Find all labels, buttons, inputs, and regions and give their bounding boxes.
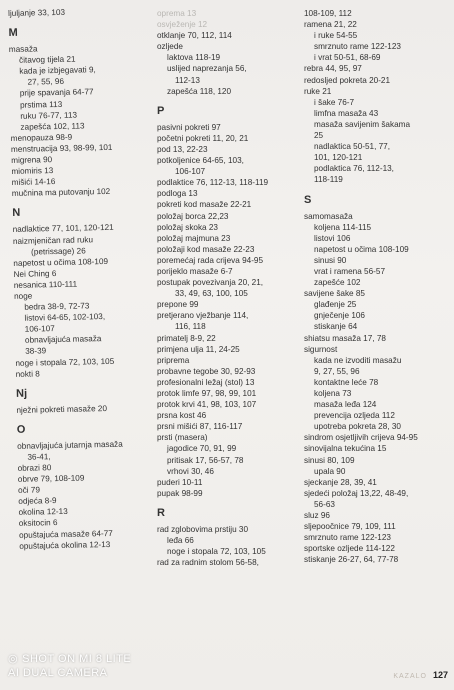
index-subentry: leđa 66 (167, 536, 194, 546)
index-subentry: zapešće 102 (314, 278, 361, 288)
index-entry: stiskanje 26-27, 64, 77-78 (304, 555, 399, 565)
index-subentry: smrznuto rame 122-123 (314, 42, 401, 52)
index-column-3 (304, 8, 449, 566)
index-entry: profesionalni ležaj (stol) 13 (157, 377, 255, 387)
index-subentry: i ruke 54-55 (314, 31, 358, 41)
index-subentry: 106-107 (175, 167, 206, 177)
index-entry: ramena 21, 22 (304, 20, 357, 30)
index-entry: primatelj 8-9, 22 (157, 333, 216, 343)
index-entry: prsti (masera) (157, 433, 208, 443)
index-entry: porijeklo masaže 6-7 (157, 266, 233, 276)
index-entry: sjedeći položaj 13,22, 48-49, (304, 488, 409, 498)
section-letter: S (304, 193, 312, 206)
index-subentry: limfna masaža 43 (314, 108, 379, 118)
watermark-line-1: SHOT ON MI 8 LITE (22, 653, 132, 665)
section-letter: R (157, 506, 165, 519)
index-entry: Nei Ching 6 (13, 268, 57, 279)
index-entry: obrve 79, 108-109 (17, 473, 85, 484)
index-subentry: zapešća 118, 120 (167, 86, 232, 96)
watermark-line-2: AI DUAL CAMERA (8, 667, 108, 679)
index-entry: pretjerano vježbanje 114, (157, 311, 249, 321)
index-subentry: obnavljajuća masaža (24, 334, 102, 346)
index-subentry: 118-119 (314, 175, 343, 185)
index-entry: smrznuto rame 122-123 (304, 533, 391, 543)
index-subentry: pritisak 17, 56-57, 78 (167, 455, 244, 465)
index-subentry: masaža savijenim šakama (314, 119, 411, 129)
section-letter: M (8, 26, 18, 40)
index-subentry: prije spavanja 64-77 (19, 87, 94, 99)
index-column-1 (8, 5, 169, 552)
index-entry: oprema 13 (157, 9, 197, 18)
index-subentry: sinusi 90 (314, 255, 347, 265)
index-entry: sinusi 80, 109 (304, 455, 355, 465)
index-subentry: i šake 76-7 (314, 97, 355, 107)
index-subentry: 116, 118 (175, 322, 206, 332)
index-entry: odjeća 8-9 (18, 496, 57, 507)
index-subentry: kada ne izvoditi masažu (314, 355, 402, 365)
index-entry: protok krvi 41, 98, 103, 107 (157, 400, 257, 410)
index-entry: masaža (8, 44, 38, 55)
index-entry: rad za radnim stolom 56-58, (157, 558, 259, 568)
index-entry: sluz 96 (304, 511, 330, 521)
index-entry: protok limfe 97, 98, 99, 101 (157, 389, 257, 398)
index-entry: priprema (157, 355, 190, 365)
index-entry: miomiris 13 (11, 166, 54, 177)
index-entry: obnavljajuća jutarnja masaža (17, 439, 123, 451)
index-subentry: upala 90 (314, 466, 346, 476)
index-entry: samomasaža (304, 211, 353, 221)
index-entry: pokreti kod masaže 22-21 (157, 200, 252, 210)
camera-watermark (8, 652, 131, 680)
index-entry: sjeckanje 28, 39, 41 (304, 477, 377, 487)
index-entry: migrena 90 (11, 155, 53, 165)
index-subentry: uslijed naprezanja 56, (167, 64, 247, 74)
index-subentry: ruku 76-77, 113 (20, 110, 78, 121)
index-entry: obrazi 80 (17, 463, 52, 473)
index-entry: sindrom osjetljivih crijeva 94-95 (304, 433, 418, 443)
index-subentry: napetost u očima 108-109 (314, 244, 409, 254)
index-entry: otklanje 70, 112, 114 (157, 31, 232, 41)
footer-label: KAZALO (393, 673, 427, 680)
index-entry: potkoljenice 64-65, 103, (157, 156, 244, 166)
index-subentry: 38-39 (25, 346, 47, 357)
index-subentry: nadlaktica 50-51, 77, (314, 142, 391, 152)
index-entry: sljepoočnice 79, 109, 111 (304, 522, 396, 532)
index-subentry: jagodice 70, 91, 99 (167, 444, 237, 454)
index-subentry: 25 (314, 131, 324, 141)
index-entry: oksitocin 6 (18, 518, 58, 529)
index-subentry: listovi 106 (314, 233, 351, 243)
index-column-2 (157, 8, 317, 568)
index-subentry: 9, 27, 55, 96 (314, 366, 360, 376)
index-entry: sportske ozljede 114-122 (304, 544, 395, 554)
index-subentry: 36-41, (27, 452, 51, 462)
index-entry: pasivni pokreti 97 (157, 122, 221, 132)
index-entry: položaj borca 22,23 (157, 211, 229, 221)
index-entry: podlaktice 76, 112-13, 118-119 (157, 178, 269, 188)
index-entry: menopauza 98-9 (10, 132, 73, 143)
index-entry: sinovijalna tekućina 15 (304, 444, 387, 454)
index-entry: naizmjeničan rad ruku (12, 234, 94, 246)
index-subentry: (petrissage) 26 (31, 246, 86, 257)
index-entry: puderi 10-11 (157, 477, 203, 487)
section-letter: N (12, 207, 21, 220)
index-entry: okolina 12-13 (18, 507, 68, 518)
index-entry: redosljed pokreta 20-21 (304, 75, 391, 85)
index-subentry: 33, 49, 63, 100, 105 (175, 289, 248, 299)
index-subentry: vrat i ramena 56-57 (314, 266, 385, 276)
index-entry: ljuljanje 33, 103 (8, 7, 66, 18)
index-entry: rad zglobovima prstiju 30 (157, 524, 249, 534)
index-subentry: 112-13 (175, 75, 200, 85)
index-entry: položaj majmuna 23 (157, 233, 231, 243)
camera-lens-icon: ◎ (8, 653, 19, 665)
index-subentry: glađenje 25 (314, 300, 357, 310)
index-entry: mišići 14-16 (11, 177, 56, 188)
index-entry: položaji kod masaže 22-23 (157, 244, 255, 254)
section-letter: P (157, 104, 165, 117)
index-subentry: stiskanje 64 (314, 322, 358, 332)
index-entry: shiatsu masaža 17, 78 (304, 333, 386, 343)
index-entry: noge i stopala 72, 103, 105 (15, 356, 115, 368)
section-letter: O (16, 423, 26, 436)
index-entry: savijene šake 85 (304, 289, 365, 299)
index-entry: ozljede (157, 42, 183, 52)
index-entry: prsni mišići 87, 116-117 (157, 422, 243, 432)
index-subentry: 27, 55, 96 (27, 77, 65, 87)
index-entry: menstruacija 93, 98-99, 101 (10, 142, 113, 154)
index-entry: sigurnost (304, 344, 338, 354)
index-subentry: koljena 114-115 (314, 222, 372, 232)
index-entry: poremećaj rada crijeva 94-95 (157, 255, 264, 265)
page-number: 127 (432, 670, 448, 680)
index-entry: rebra 44, 95, 97 (304, 64, 362, 74)
section-letter: Nj (15, 387, 28, 400)
index-subentry: i vrat 50-51, 68-69 (314, 53, 381, 63)
index-subentry: prstima 113 (19, 99, 63, 110)
index-entry: probavne tegobe 30, 92-93 (157, 366, 256, 376)
index-entry: napetost u očima 108-109 (13, 256, 109, 268)
index-entry: podloga 13 (157, 189, 198, 199)
index-subentry: 106-107 (24, 324, 55, 334)
index-entry: noge (13, 291, 33, 301)
index-entry: osvježenje 12 (157, 20, 208, 30)
index-subentry: bedra 38-9, 72-73 (24, 301, 90, 312)
index-entry: nesanica 110-111 (13, 279, 78, 290)
index-subentry: koljena 73 (314, 389, 352, 398)
index-subentry: kontaktne leće 78 (314, 377, 379, 387)
index-subentry: listovi 64-65, 102-103, (24, 312, 106, 323)
index-entry: mučnina ma putovanju 102 (11, 187, 111, 199)
index-subentry: prevencija ozljeda 112 (314, 411, 395, 421)
index-entry: 108-109, 112 (304, 9, 352, 18)
index-entry: opuštajuća okolina 12-13 (19, 539, 111, 551)
index-entry: primjena ulja 11, 24-25 (157, 344, 240, 354)
index-subentry: zapešća 102, 113 (20, 121, 85, 132)
index-subentry: kada je izbjegavati 9, (19, 65, 96, 77)
index-subentry: upotreba pokreta 28, 30 (314, 422, 401, 432)
index-subentry: čitavog tijela 21 (19, 54, 76, 65)
index-entry: prepone 99 (157, 300, 199, 310)
index-subentry: gnječenje 106 (314, 311, 365, 321)
index-entry: prsna kost 46 (157, 411, 207, 421)
index-subentry: masaža leđa 124 (314, 400, 377, 410)
index-subentry: laktova 118-19 (167, 53, 221, 63)
index-entry: nježni pokreti masaže 20 (16, 403, 108, 415)
index-subentry: 101, 120-121 (314, 153, 363, 163)
index-entry: nokti 8 (15, 369, 40, 379)
index-subentry: 56-63 (314, 499, 335, 509)
index-entry: opuštajuća masaže 64-77 (18, 528, 113, 540)
index-entry: postupak povezivanja 20, 21, (157, 278, 264, 288)
index-subentry: vrhovi 30, 46 (167, 466, 214, 476)
index-entry: pod 13, 22-23 (157, 144, 208, 154)
index-entry: ruke 21 (304, 86, 332, 96)
page-footer (393, 670, 448, 680)
index-subentry: podlaktica 76, 112-13, (314, 164, 394, 174)
index-entry: početni pokreti 11, 20, 21 (157, 133, 249, 143)
index-entry: oči 79 (18, 485, 41, 496)
index-entry: pupak 98-99 (157, 488, 203, 498)
index-entry: položaj skoka 23 (157, 222, 218, 232)
index-entry: nadlaktice 77, 101, 120-121 (12, 223, 114, 235)
index-subentry: noge i stopala 72, 103, 105 (167, 547, 266, 557)
